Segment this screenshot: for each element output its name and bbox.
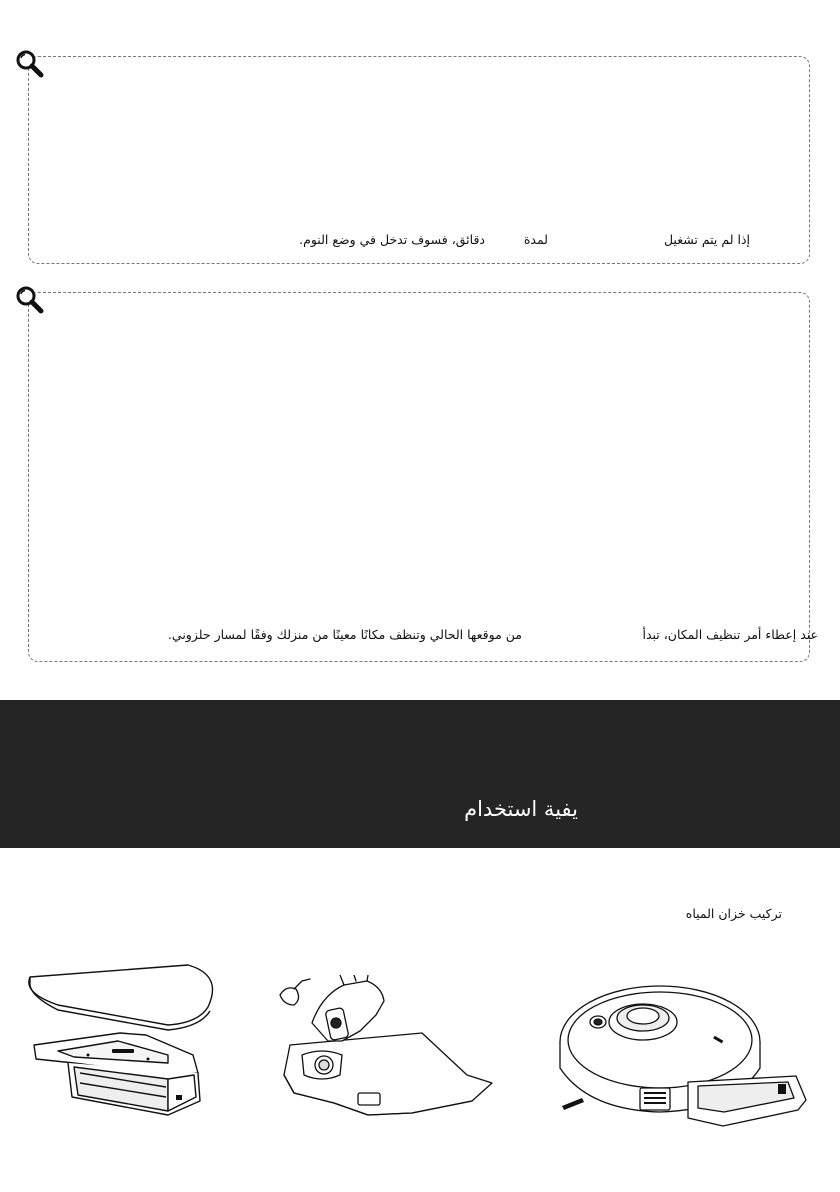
- magnifier-icon: [14, 284, 44, 314]
- note1-text-part1: إذا لم يتم تشغيل: [663, 232, 750, 247]
- robot-vacuum-with-tank-illustration: [548, 980, 813, 1130]
- note1-text-part2: لمدة: [523, 232, 548, 247]
- note2-text-part2: من موقعها الحالي وتنظف مكانًا معينًا من منزلك وفقًا لمسار حلزوني.: [167, 627, 522, 642]
- magnifier-icon: [14, 48, 44, 78]
- section-title: يفية استخدام: [464, 797, 578, 821]
- step-heading: تركيب خزان المياه: [685, 906, 782, 921]
- note-box-spot-cleaning: [28, 292, 810, 662]
- note2-text-part1: عند إعطاء أمر تنظيف المكان، تبدأ: [642, 627, 818, 642]
- section-band: [0, 700, 840, 848]
- note1-text-part3: دقائق، فسوف تدخل في وضع النوم.: [299, 232, 485, 247]
- mop-pad-and-tank-illustration: [18, 955, 218, 1125]
- filling-water-tank-illustration: [272, 975, 502, 1130]
